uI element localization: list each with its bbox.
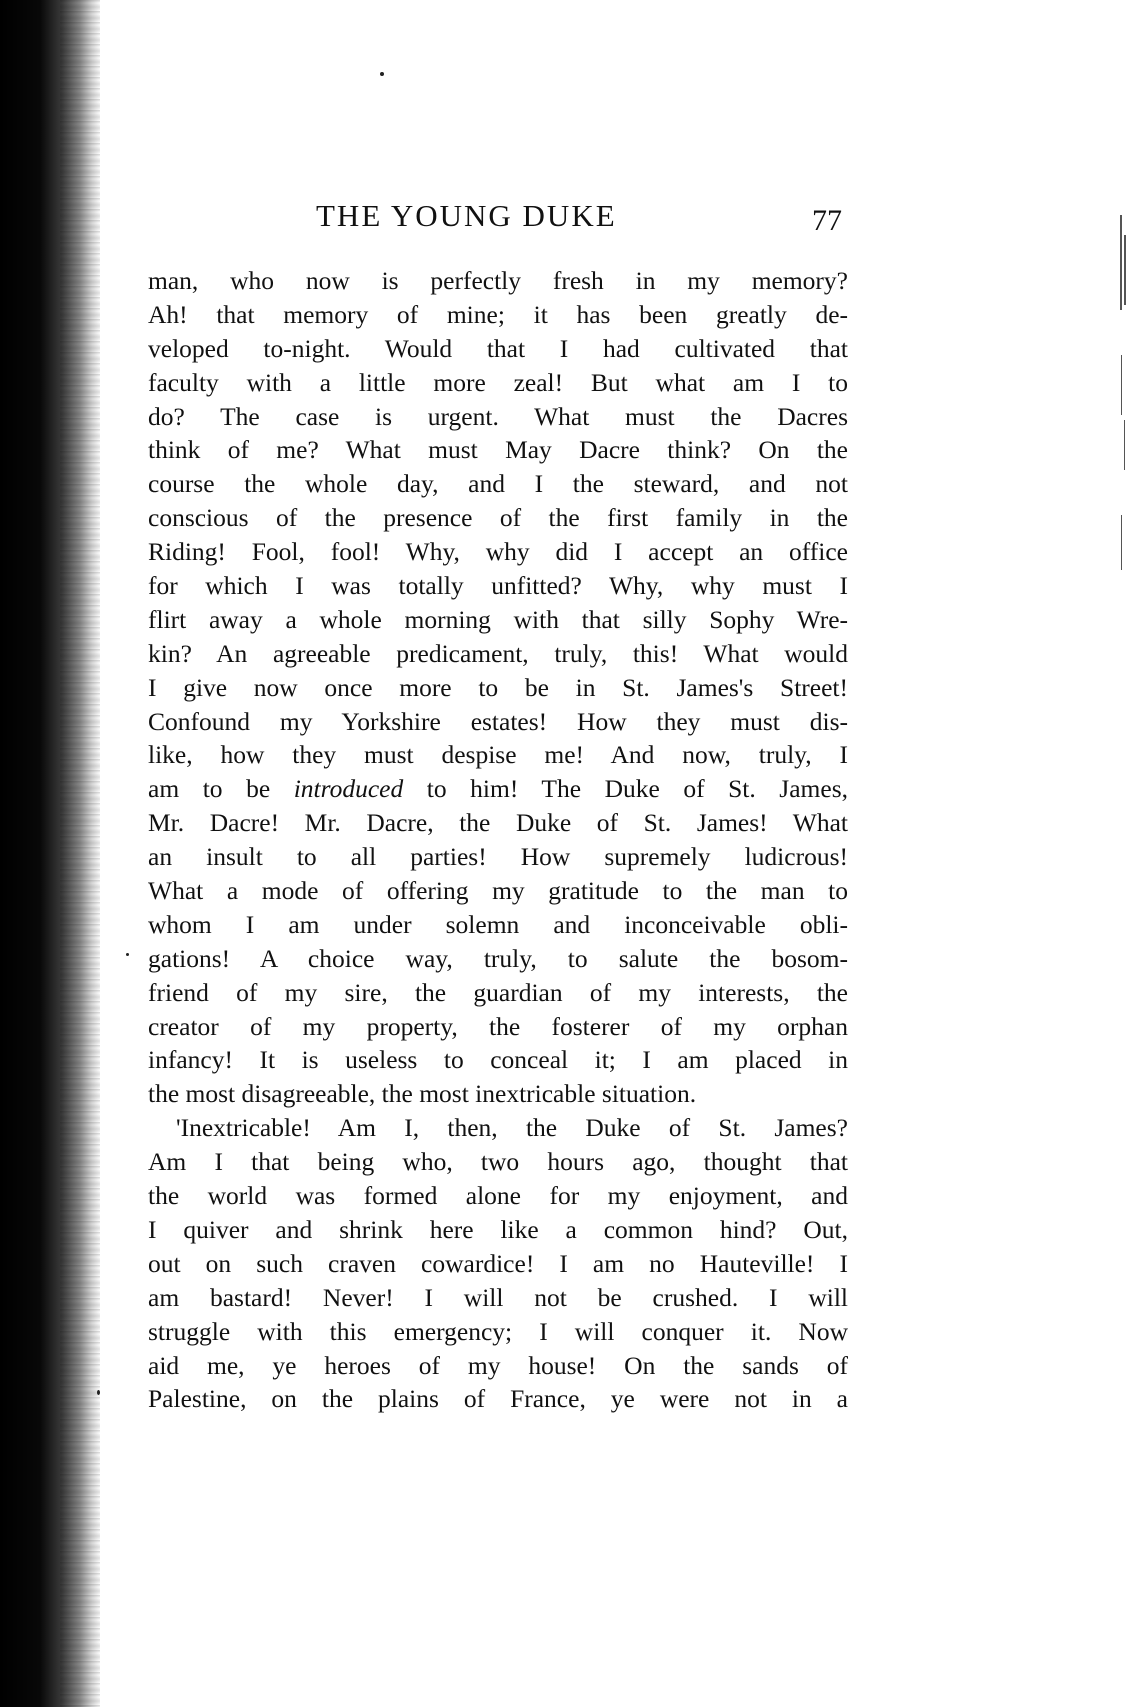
paragraph-last-line: the most disagreeable, the most inextricable situation. (148, 1079, 697, 1109)
ink-speck (380, 72, 384, 76)
running-title: THE YOUNG DUKE (316, 198, 617, 233)
edge-mark (1120, 215, 1122, 310)
text-line-with-italic (148, 772, 848, 806)
ink-speck (126, 953, 129, 956)
line-segment: to him! The Duke of St. James, (403, 774, 848, 804)
line-segment: am to be (148, 774, 294, 804)
page-header (148, 198, 848, 248)
text-line: think of me? What must May Dacre think? On the (148, 435, 848, 465)
text-line: whom I am under solemn and inconceivable obli- (148, 909, 848, 939)
text-line: I give now once more to be in St. James's Street! (148, 672, 848, 702)
text-line: the world was formed alone for my enjoyment, and (148, 1181, 848, 1211)
binding-gutter-texture (60, 0, 100, 1707)
text-line: creator of my property, the fosterer of my orphan (148, 1011, 848, 1041)
text-line: struggle with this emergency; I will conquer it. Now (148, 1316, 848, 1346)
text-line: Palestine, on the plains of France, ye were not in a (148, 1384, 848, 1414)
edge-mark (1121, 355, 1122, 415)
text-line: am bastard! Never! I will not be crushed. I will (148, 1282, 848, 1312)
text-line: conscious of the presence of the first family in the (148, 503, 848, 533)
edge-mark (1124, 420, 1125, 470)
text-line: veloped to-night. Would that I had cultivated that (148, 333, 848, 363)
text-line: Mr. Dacre! Mr. Dacre, the Duke of St. James! What (148, 808, 848, 838)
page-number: 77 (812, 204, 842, 237)
text-line: Riding! Fool, fool! Why, why did I accept an office (148, 537, 848, 567)
text-line: aid me, ye heroes of my house! On the sands of (148, 1350, 848, 1380)
text-line: out on such craven cowardice! I am no Hauteville! I (148, 1248, 848, 1278)
text-line: faculty with a little more zeal! But what am I to (148, 367, 848, 397)
edge-mark (1124, 235, 1126, 305)
text-line: kin? An agreeable predicament, truly, this! What would (148, 638, 848, 668)
text-line: gations! A choice way, truly, to salute the bosom- (148, 943, 848, 973)
page-edge-marks (1118, 215, 1130, 625)
text-line: What a mode of offering my gratitude to the man to (148, 876, 848, 906)
text-line: Am I that being who, two hours ago, thought that (148, 1147, 848, 1177)
text-line: for which I was totally unfitted? Why, why must I (148, 571, 848, 601)
text-line: an insult to all parties! How supremely ludicrous! (148, 842, 848, 872)
text-line: friend of my sire, the guardian of my interests, the (148, 977, 848, 1007)
text-line: flirt away a whole morning with that silly Sophy Wre- (148, 604, 848, 634)
text-line: I quiver and shrink here like a common hind? Out, (148, 1214, 848, 1244)
text-line: man, who now is perfectly fresh in my memory? (148, 266, 848, 295)
text-line: infancy! It is useless to conceal it; I am placed in (148, 1045, 848, 1075)
text-line: do? The case is urgent. What must the Dacres (148, 401, 848, 431)
edge-mark (1121, 515, 1122, 570)
body-text (148, 264, 848, 1416)
text-line: like, how they must despise me! And now, truly, I (148, 740, 848, 770)
italic-word: introduced (293, 774, 404, 804)
ink-speck (97, 1390, 100, 1395)
text-line: Confound my Yorkshire estates! How they must dis- (148, 706, 848, 736)
paragraph-first-line: 'Inextricable! Am I, then, the Duke of St. James? (176, 1113, 848, 1143)
text-line: course the whole day, and I the steward, and not (148, 469, 848, 499)
text-line: Ah! that memory of mine; it has been greatly de- (148, 299, 848, 329)
